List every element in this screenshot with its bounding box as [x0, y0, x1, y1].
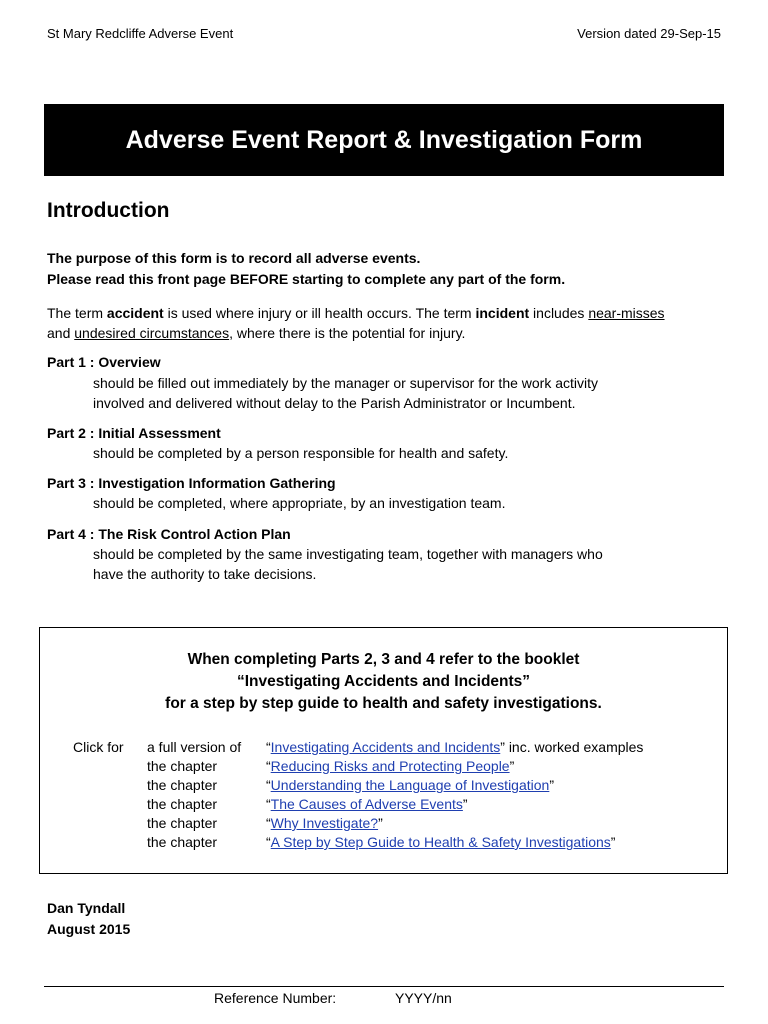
link-step-by-step-guide[interactable]: A Step by Step Guide to Health & Safety Investigations	[270, 834, 611, 850]
terms-text: includes	[529, 305, 589, 321]
quote-open: “	[266, 815, 271, 831]
purpose-line-2: Please read this front page BEFORE starting to complete any part of the form.	[47, 271, 566, 287]
term-accident: accident	[106, 305, 164, 321]
term-near-misses: near-misses	[588, 305, 665, 321]
quote-open: “	[266, 739, 271, 755]
author-date: August 2015	[47, 921, 131, 937]
terms-text: and	[47, 325, 75, 341]
link-kind: a full version of	[147, 739, 242, 755]
intro-heading: Introduction	[47, 199, 170, 222]
part-4-desc-line-1: should be completed by the same investigating team, together with managers who	[93, 546, 603, 562]
link-kind: the chapter	[147, 834, 218, 850]
link-understanding-language[interactable]: Understanding the Language of Investigation	[270, 777, 550, 793]
link-row-chapter	[266, 795, 468, 814]
part-3-description: should be completed, where appropriate, by an investigation team.	[93, 495, 506, 511]
booklet-box	[39, 627, 728, 874]
booklet-line-3: for a step by step guide to health and safety investigations.	[165, 695, 602, 712]
term-incident: incident	[475, 305, 530, 321]
link-kind: the chapter	[147, 815, 218, 831]
quote-close: ”	[610, 834, 616, 850]
part-1-desc-line-2: involved and delivered without delay to the Parish Administrator or Incumbent.	[93, 395, 576, 411]
part-2-title: Part 2 : Initial Assessment	[47, 425, 221, 441]
quote-close: ”	[549, 777, 554, 793]
quote-open: “	[266, 758, 271, 774]
terms-text: , where there is the potential for injury.	[229, 325, 466, 341]
part-1-description	[93, 373, 713, 413]
link-row-chapter	[266, 757, 514, 776]
link-row-chapter	[266, 776, 554, 795]
part-1-title: Part 1 : Overview	[47, 354, 161, 370]
reference-label: Reference Number:	[214, 990, 337, 1006]
link-kind: the chapter	[147, 777, 218, 793]
page-title: Adverse Event Report & Investigation Form	[125, 125, 643, 154]
part-4-title: Part 4 : The Risk Control Action Plan	[47, 526, 291, 542]
footer-divider	[44, 986, 724, 987]
link-row-chapter	[266, 814, 383, 833]
purpose-line-1: The purpose of this form is to record all adverse events.	[47, 250, 421, 266]
part-3-title: Part 3 : Investigation Information Gathering	[47, 475, 336, 491]
booklet-line-1: When completing Parts 2, 3 and 4 refer to the booklet	[187, 651, 580, 668]
quote-close: ”	[509, 758, 515, 774]
link-why-investigate[interactable]: Why Investigate?	[270, 815, 379, 831]
link-reducing-risks[interactable]: Reducing Risks and Protecting People	[270, 758, 510, 774]
term-undesired-circumstances: undesired circumstances	[74, 325, 230, 341]
terms-text: The term	[47, 305, 107, 321]
link-kind: the chapter	[147, 758, 218, 774]
author-name: Dan Tyndall	[47, 900, 126, 916]
link-kind: the chapter	[147, 796, 218, 812]
booklet-line-2: “Investigating Accidents and Incidents”	[236, 673, 531, 690]
header-left: St Mary Redcliffe Adverse Event	[47, 26, 234, 41]
terms-text: is used where injury or ill health occurs. The term	[163, 305, 476, 321]
title-banner	[44, 104, 724, 176]
reference-value: YYYY/nn	[395, 990, 452, 1006]
quote-close: ”	[378, 815, 383, 831]
link-investigating-accidents[interactable]: Investigating Accidents and Incidents	[270, 739, 501, 755]
quote-close: ” inc. worked examples	[500, 739, 644, 755]
link-causes-adverse-events[interactable]: The Causes of Adverse Events	[270, 796, 463, 812]
part-4-desc-line-2: have the authority to take decisions.	[93, 566, 317, 582]
click-for-label: Click for	[73, 739, 124, 755]
terms-paragraph	[47, 303, 727, 343]
terms-line-2	[47, 323, 727, 343]
terms-line-1	[47, 303, 727, 323]
link-row-chapter	[266, 833, 615, 852]
part-2-description: should be completed by a person responsible for health and safety.	[93, 445, 509, 461]
quote-open: “	[266, 777, 271, 793]
part-1-desc-line-1: should be filled out immediately by the manager or supervisor for the work activity	[93, 375, 599, 391]
quote-open: “	[266, 834, 271, 850]
header-version: Version dated 29-Sep-15	[577, 26, 721, 41]
part-4-description	[93, 544, 713, 584]
link-row-full-version	[266, 738, 643, 757]
quote-close: ”	[462, 796, 468, 812]
quote-open: “	[266, 796, 271, 812]
